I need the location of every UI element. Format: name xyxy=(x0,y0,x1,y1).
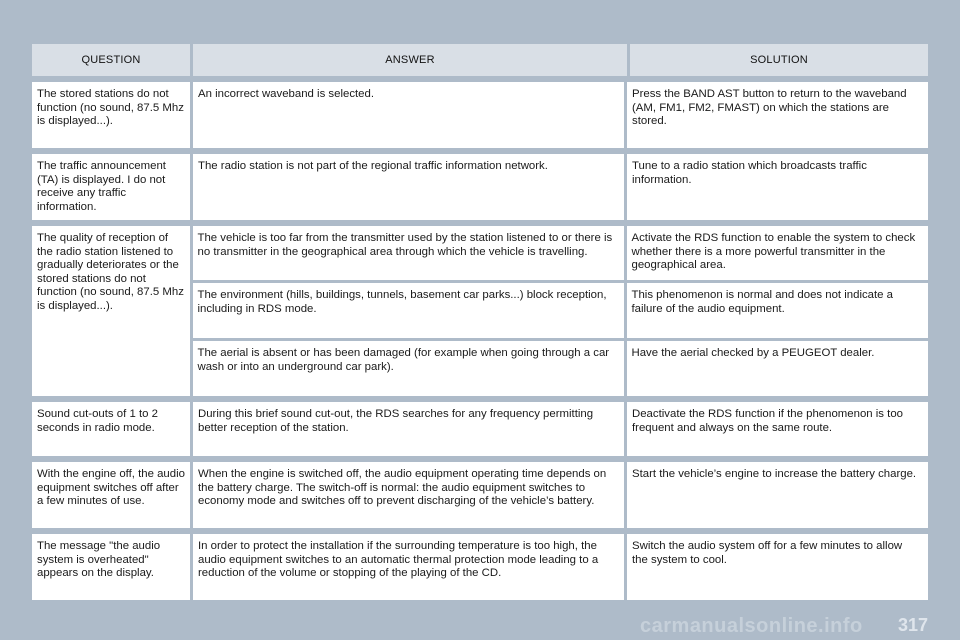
question-cell: The stored stations do not function (no sound, 87.5 Mhz is displayed...). xyxy=(37,88,184,128)
answer-cell: When the engine is switched off, the audio equipment operating time depends on the battery charge. The switch-off is normal: the audio equipment switches to economy mode and switches off to prevent discharging of the vehicle’s battery. xyxy=(190,462,624,528)
answer-cell: In order to protect the installation if the surrounding temperature is too high, the audio equipment switches to an automatic thermal protection mode leading to a reduction of the volume or stopping of the playing of the CD. xyxy=(190,534,624,600)
answer-cell: The vehicle is too far from the transmitter used by the station listened to or there is no transmitter in the geographical area through which the vehicle is travelling. xyxy=(197,232,613,258)
table-row xyxy=(32,226,928,396)
sub-row xyxy=(193,226,929,280)
question-cell: The quality of reception of the radio station listened to gradually deteriorates or the stored stations do not function (no sound, 87.5 Mhz is displayed...). xyxy=(37,232,184,312)
page-number: 317 xyxy=(897,615,928,635)
answer-cell: An incorrect waveband is selected. xyxy=(190,82,624,148)
question-cell: With the engine off, the audio equipment switches off after a few minutes of use. xyxy=(37,468,185,508)
question-cell: Sound cut-outs of 1 to 2 seconds in radio mode. xyxy=(37,408,158,434)
table-row xyxy=(32,82,928,148)
header-answer: ANSWER xyxy=(190,44,627,76)
faq-table xyxy=(32,44,928,600)
solution-cell: Activate the RDS function to enable the system to check whether there is a more powerful transmitter in the geographical area. xyxy=(624,226,922,280)
answer-cell: The radio station is not part of the regional traffic information network. xyxy=(190,154,624,220)
answer-cell: During this brief sound cut-out, the RDS searches for any frequency permitting better reception of the station. xyxy=(190,402,624,456)
solution-cell: Deactivate the RDS function if the phenomenon is too frequent and always on the same route. xyxy=(624,402,922,456)
table-row xyxy=(32,534,928,600)
header-solution: SOLUTION xyxy=(627,44,928,76)
table-row xyxy=(32,402,928,456)
sub-row xyxy=(193,341,929,396)
solution-cell: Switch the audio system off for a few minutes to allow the system to cool. xyxy=(624,534,922,600)
solution-cell: Have the aerial checked by a PEUGEOT dealer. xyxy=(624,341,922,396)
sub-row xyxy=(193,283,929,338)
answer-cell: The aerial is absent or has been damaged (for example when going through a car wash or into an underground car park). xyxy=(197,347,610,373)
table-row xyxy=(32,154,928,220)
solution-cell: Press the BAND AST button to return to the waveband (AM, FM1, FM2, FMAST) on which the stations are stored. xyxy=(624,82,922,148)
watermark: carmanualsonline.info xyxy=(640,615,863,637)
question-cell: The traffic announcement (TA) is displayed. I do not receive any traffic information. xyxy=(37,160,166,213)
question-cell: The message "the audio system is overheated" appears on the display. xyxy=(37,540,161,580)
table-row xyxy=(32,462,928,528)
solution-cell: This phenomenon is normal and does not indicate a failure of the audio equipment. xyxy=(624,283,922,338)
solution-cell: Start the vehicle’s engine to increase the battery charge. xyxy=(624,462,922,528)
table-header xyxy=(32,44,928,76)
solution-cell: Tune to a radio station which broadcasts traffic information. xyxy=(624,154,922,220)
header-question: QUESTION xyxy=(81,54,141,66)
answer-cell: The environment (hills, buildings, tunnels, basement car parks...) block reception, including in RDS mode. xyxy=(197,289,607,315)
